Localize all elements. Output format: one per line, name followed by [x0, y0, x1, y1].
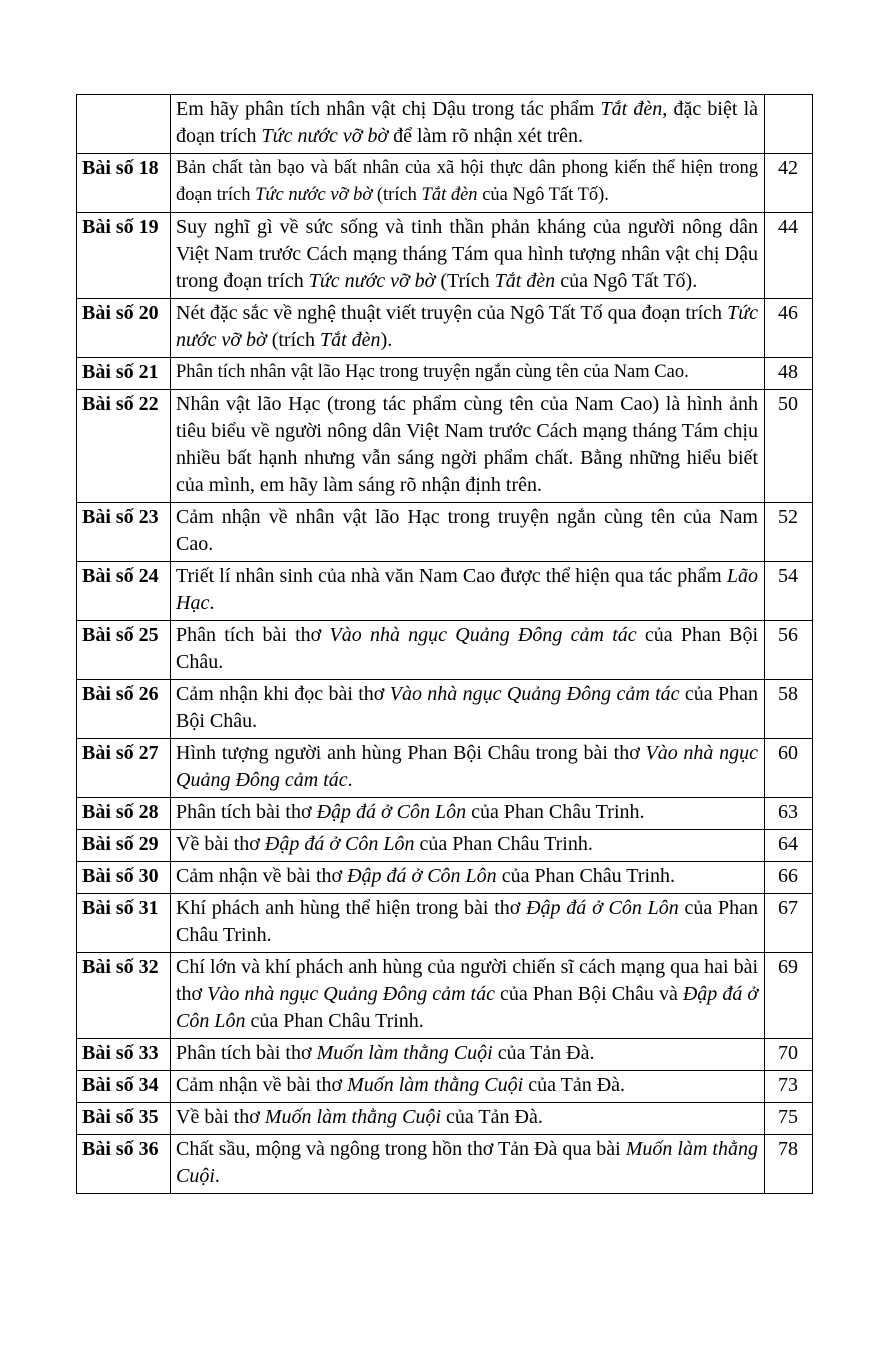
- title-text: của Phan Châu Trinh.: [496, 865, 676, 887]
- page-number: 42: [765, 154, 813, 213]
- title-text: của Tản Đà.: [523, 1074, 626, 1096]
- work-title-italic: Tắt đèn: [320, 329, 381, 351]
- title-text: của Phan Bội Châu.: [176, 683, 758, 732]
- work-title-italic: Vào nhà ngục Quảng Đông cảm tác: [389, 683, 680, 705]
- work-title-italic: Đập đá ở Côn Lôn: [176, 983, 759, 1032]
- title-text: Suy nghĩ gì về sức sống và tinh thần phản kháng của người nông dân Việt Nam trước Cách mạng tháng Tám qua hình tượng nhân vật chị Dậu trong đoạn trích: [176, 216, 758, 292]
- lesson-title: [171, 1135, 765, 1194]
- lesson-title: [171, 830, 765, 862]
- work-title-italic: Đập đá ở Côn Lôn: [264, 833, 415, 855]
- lesson-number: Bài số 31: [77, 894, 171, 953]
- page-number: 56: [765, 621, 813, 680]
- page-number: 64: [765, 830, 813, 862]
- table-row: [77, 1071, 813, 1103]
- table-row: [77, 390, 813, 503]
- title-text: Về bài thơ: [176, 1106, 265, 1128]
- lesson-title: [171, 1039, 765, 1071]
- lesson-title: [171, 1071, 765, 1103]
- title-text: của Phan Bội Châu.: [176, 624, 758, 673]
- lesson-title: [171, 739, 765, 798]
- page-number: 66: [765, 862, 813, 894]
- page-number: 69: [765, 953, 813, 1039]
- title-text: .: [214, 1165, 220, 1187]
- lesson-number: Bài số 20: [77, 299, 171, 358]
- title-text: của Phan Châu Trinh.: [414, 833, 593, 855]
- table-row: [77, 739, 813, 798]
- title-text: Phân tích bài thơ: [176, 624, 330, 646]
- lesson-number: Bài số 30: [77, 862, 171, 894]
- lesson-title: [171, 862, 765, 894]
- lesson-title: [171, 95, 765, 154]
- work-title-italic: Tức nước vỡ bờ: [261, 125, 389, 147]
- work-title-italic: Muốn làm thằng Cuội: [347, 1074, 524, 1096]
- table-row: [77, 213, 813, 299]
- page-number: 52: [765, 503, 813, 562]
- lesson-title: [171, 154, 765, 213]
- table-row: [77, 1135, 813, 1194]
- lesson-title: [171, 1103, 765, 1135]
- table-row: [77, 798, 813, 830]
- title-text: Chất sầu, mộng và ngông trong hồn thơ Tản Đà qua bài: [176, 1138, 626, 1160]
- page-number: 46: [765, 299, 813, 358]
- lesson-number: Bài số 24: [77, 562, 171, 621]
- table-row: [77, 894, 813, 953]
- lesson-title: [171, 562, 765, 621]
- lesson-number: [77, 95, 171, 154]
- work-title-italic: Muốn làm thằng Cuội: [176, 1138, 758, 1187]
- title-text: Về bài thơ: [176, 833, 265, 855]
- work-title-italic: Tức nước vỡ bờ: [255, 185, 373, 205]
- lesson-title: [171, 299, 765, 358]
- page-number: 60: [765, 739, 813, 798]
- page-number: 67: [765, 894, 813, 953]
- table-row: [77, 503, 813, 562]
- page-number: 48: [765, 358, 813, 390]
- lesson-number: Bài số 36: [77, 1135, 171, 1194]
- lesson-number: Bài số 28: [77, 798, 171, 830]
- lesson-number: Bài số 33: [77, 1039, 171, 1071]
- title-text: của Phan Châu Trinh.: [245, 1010, 424, 1032]
- page-number: 50: [765, 390, 813, 503]
- title-text: , đặc biệt là đoạn trích: [176, 98, 758, 147]
- toc-body: [77, 95, 813, 1194]
- lesson-number: Bài số 22: [77, 390, 171, 503]
- lesson-title: [171, 953, 765, 1039]
- title-text: để làm rõ nhận xét trên.: [388, 125, 584, 147]
- lesson-title: [171, 621, 765, 680]
- table-row: [77, 1039, 813, 1071]
- title-text: Cảm nhận khi đọc bài thơ: [176, 683, 390, 705]
- lesson-number: Bài số 34: [77, 1071, 171, 1103]
- title-text: Cảm nhận về bài thơ: [176, 865, 348, 887]
- title-text: của Ngô Tất Tố).: [477, 185, 609, 205]
- work-title-italic: Tức nước vỡ bờ: [308, 270, 436, 292]
- page-number: [765, 95, 813, 154]
- lesson-title: [171, 503, 765, 562]
- work-title-italic: Tắt đèn: [600, 98, 663, 120]
- title-text: Triết lí nhân sinh của nhà văn Nam Cao được thể hiện qua tác phẩm: [176, 565, 727, 587]
- lesson-number: Bài số 23: [77, 503, 171, 562]
- title-text: .: [209, 592, 215, 614]
- table-of-contents: [76, 94, 813, 1194]
- title-text: Phân tích nhân vật lão Hạc trong truyện ngắn cùng tên của Nam Cao.: [176, 362, 689, 382]
- table-row: [77, 680, 813, 739]
- lesson-number: Bài số 19: [77, 213, 171, 299]
- title-text: của Tản Đà.: [441, 1106, 543, 1128]
- title-text: Em hãy phân tích nhân vật chị Dậu trong tác phẩm: [176, 98, 601, 120]
- title-text: của Tản Đà.: [492, 1042, 595, 1064]
- work-title-italic: Muốn làm thằng Cuội: [316, 1042, 493, 1064]
- lesson-title: [171, 680, 765, 739]
- table-row: [77, 830, 813, 862]
- title-text: ).: [380, 329, 393, 351]
- title-text: .: [347, 769, 353, 791]
- work-title-italic: Đập đá ở Côn Lôn: [526, 897, 679, 919]
- page-number: 54: [765, 562, 813, 621]
- lesson-number: Bài số 21: [77, 358, 171, 390]
- lesson-number: Bài số 18: [77, 154, 171, 213]
- work-title-italic: Muốn làm thằng Cuội: [264, 1106, 442, 1128]
- table-row: [77, 95, 813, 154]
- lesson-number: Bài số 26: [77, 680, 171, 739]
- work-title-italic: Vào nhà ngục Quảng Đông cảm tác: [329, 624, 637, 646]
- title-text: của Ngô Tất Tố).: [555, 270, 698, 292]
- work-title-italic: Tắt đèn: [421, 185, 478, 205]
- title-text: Cảm nhận về nhân vật lão Hạc trong truyện ngắn cùng tên của Nam Cao.: [176, 506, 758, 555]
- title-text: Chí lớn và khí phách anh hùng của người chiến sĩ cách mạng qua hai bài thơ: [176, 956, 758, 1005]
- table-row: [77, 862, 813, 894]
- page-number: 75: [765, 1103, 813, 1135]
- table-row: [77, 154, 813, 213]
- page-number: 73: [765, 1071, 813, 1103]
- table-row: [77, 562, 813, 621]
- lesson-number: Bài số 29: [77, 830, 171, 862]
- title-text: (Trích: [435, 270, 495, 292]
- title-text: Phân tích bài thơ: [176, 801, 317, 823]
- work-title-italic: Đập đá ở Côn Lôn: [316, 801, 467, 823]
- title-text: Nhân vật lão Hạc (trong tác phẩm cùng tên của Nam Cao) là hình ảnh tiêu biểu về người nông dân Việt Nam trước Cách mạng tháng Tám chịu nhiều bất hạnh nhưng vẫn sáng ngời phẩm chất. Bằng những hiểu biết của mình, em hãy làm sáng rõ nhận định trên.: [176, 393, 758, 496]
- page-number: 78: [765, 1135, 813, 1194]
- title-text: của Phan Châu Trinh.: [176, 897, 758, 946]
- work-title-italic: Tức nước vỡ bờ: [176, 302, 758, 351]
- lesson-title: [171, 213, 765, 299]
- table-row: [77, 953, 813, 1039]
- page-number: 70: [765, 1039, 813, 1071]
- title-text: Hình tượng người anh hùng Phan Bội Châu trong bài thơ: [176, 742, 646, 764]
- title-text: (trích: [266, 329, 320, 351]
- page-number: 44: [765, 213, 813, 299]
- lesson-number: Bài số 32: [77, 953, 171, 1039]
- table-row: [77, 299, 813, 358]
- title-text: Phân tích bài thơ: [176, 1042, 317, 1064]
- work-title-italic: Tắt đèn: [494, 270, 556, 292]
- table-row: [77, 621, 813, 680]
- work-title-italic: Đập đá ở Côn Lôn: [347, 865, 497, 887]
- title-text: (trích: [372, 185, 422, 205]
- title-text: của Phan Bội Châu và: [495, 983, 683, 1005]
- title-text: của Phan Châu Trinh.: [466, 801, 645, 823]
- lesson-title: [171, 894, 765, 953]
- work-title-italic: Vào nhà ngục Quảng Đông cảm tác: [176, 742, 759, 791]
- lesson-title: [171, 798, 765, 830]
- lesson-number: Bài số 27: [77, 739, 171, 798]
- title-text: Khí phách anh hùng thể hiện trong bài thơ: [176, 897, 527, 919]
- work-title-italic: Vào nhà ngục Quảng Đông cảm tác: [207, 983, 495, 1005]
- title-text: Bản chất tàn bạo và bất nhân của xã hội thực dân phong kiến thể hiện trong đoạn trích: [176, 158, 758, 205]
- title-text: Cảm nhận về bài thơ: [176, 1074, 348, 1096]
- lesson-number: Bài số 35: [77, 1103, 171, 1135]
- work-title-italic: Lão Hạc: [176, 565, 758, 614]
- table-row: [77, 358, 813, 390]
- title-text: Nét đặc sắc về nghệ thuật viết truyện của Ngô Tất Tố qua đoạn trích: [176, 302, 728, 324]
- page-number: 63: [765, 798, 813, 830]
- lesson-title: [171, 390, 765, 503]
- lesson-number: Bài số 25: [77, 621, 171, 680]
- page-number: 58: [765, 680, 813, 739]
- lesson-title: [171, 358, 765, 390]
- table-row: [77, 1103, 813, 1135]
